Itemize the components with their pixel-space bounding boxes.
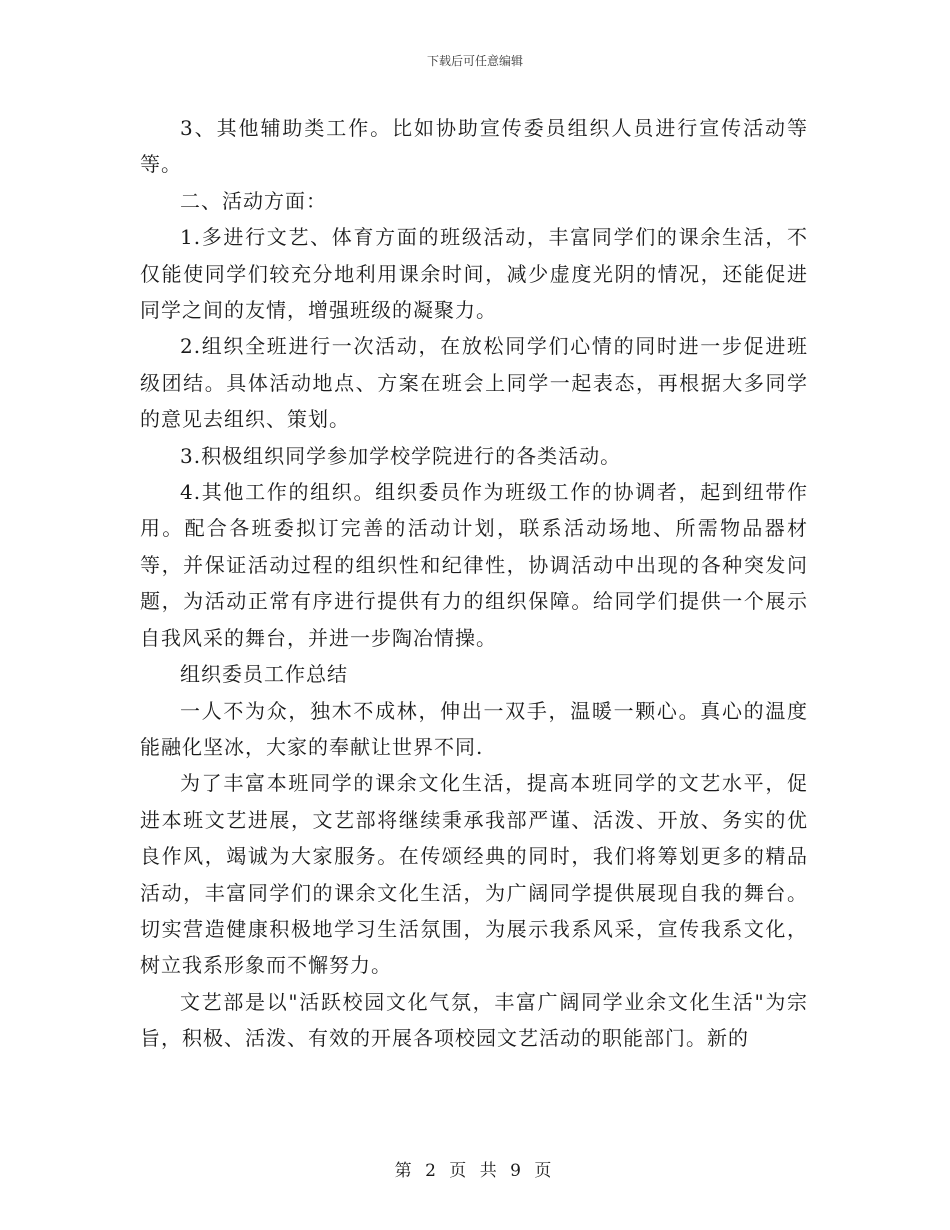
page-header: 下载后可任意编辑 <box>426 54 523 68</box>
page-number-footer: 第 2 页 共 9 页 <box>394 1161 556 1181</box>
paragraph-intro-quote: 一人不为众，独木不成林，伸出一双手，温暖一颗心。真心的温度能融化坚冰，大家的奉献让世界不同. <box>140 698 808 759</box>
paragraph-arts-dept-purpose: 文艺部是以"活跃校园文化气氛，丰富广阔同学业余文化生活"为宗旨，积极、活泼、有效的开展各项校园文艺活动的职能部门。新的 <box>140 989 808 1051</box>
section-title-summary: 组织委员工作总结 <box>180 662 348 687</box>
paragraph-arts-dept-goals: 为了丰富本班同学的课余文化生活，提高本班同学的文艺水平，促进本班文艺进展，文艺部将继续秉承我部严谨、活泼、开放、务实的优良作风，竭诚为大家服务。在传颂经典的同时，我们将筹划更多的精品活动，丰富同学们的课余文化生活，为广阔同学提供展现自我的舞台。切实营造健康积极地学习生活氛围，为展示我系风采，宣传我系文化，树立我系形象而不懈努力。 <box>140 771 808 978</box>
paragraph-item-2: 2.组织全班进行一次活动，在放松同学们心情的同时进一步促进班级团结。具体活动地点、方案在班会上同学一起表态，再根据大多同学的意见去组织、策划。 <box>140 334 808 432</box>
paragraph-item-1: 1.多进行文艺、体育方面的班级活动，丰富同学们的课余生活，不仅能使同学们较充分地利用课余时间，减少虚度光阴的情况，还能促进同学之间的友情，增强班级的凝聚力。 <box>140 225 808 323</box>
paragraph-item-4: 4.其他工作的组织。组织委员作为班级工作的协调者，起到纽带作用。配合各班委拟订完善的活动计划，联系活动场地、所需物品器材等，并保证活动过程的组织性和纪律性，协调活动中出现的各种突发问题，为活动正常有序进行提供有力的组织保障。给同学们提供一个展示自我风采的舞台，并进一步陶冶情操。 <box>140 480 808 650</box>
section-heading-activities: 二、活动方面： <box>180 188 327 213</box>
paragraph-auxiliary-work: 3、其他辅助类工作。比如协助宣传委员组织人员进行宣传活动等等。 <box>140 116 808 177</box>
document-body <box>140 110 808 1057</box>
paragraph-item-3: 3.积极组织同学参加学校学院进行的各类活动。 <box>180 443 622 468</box>
